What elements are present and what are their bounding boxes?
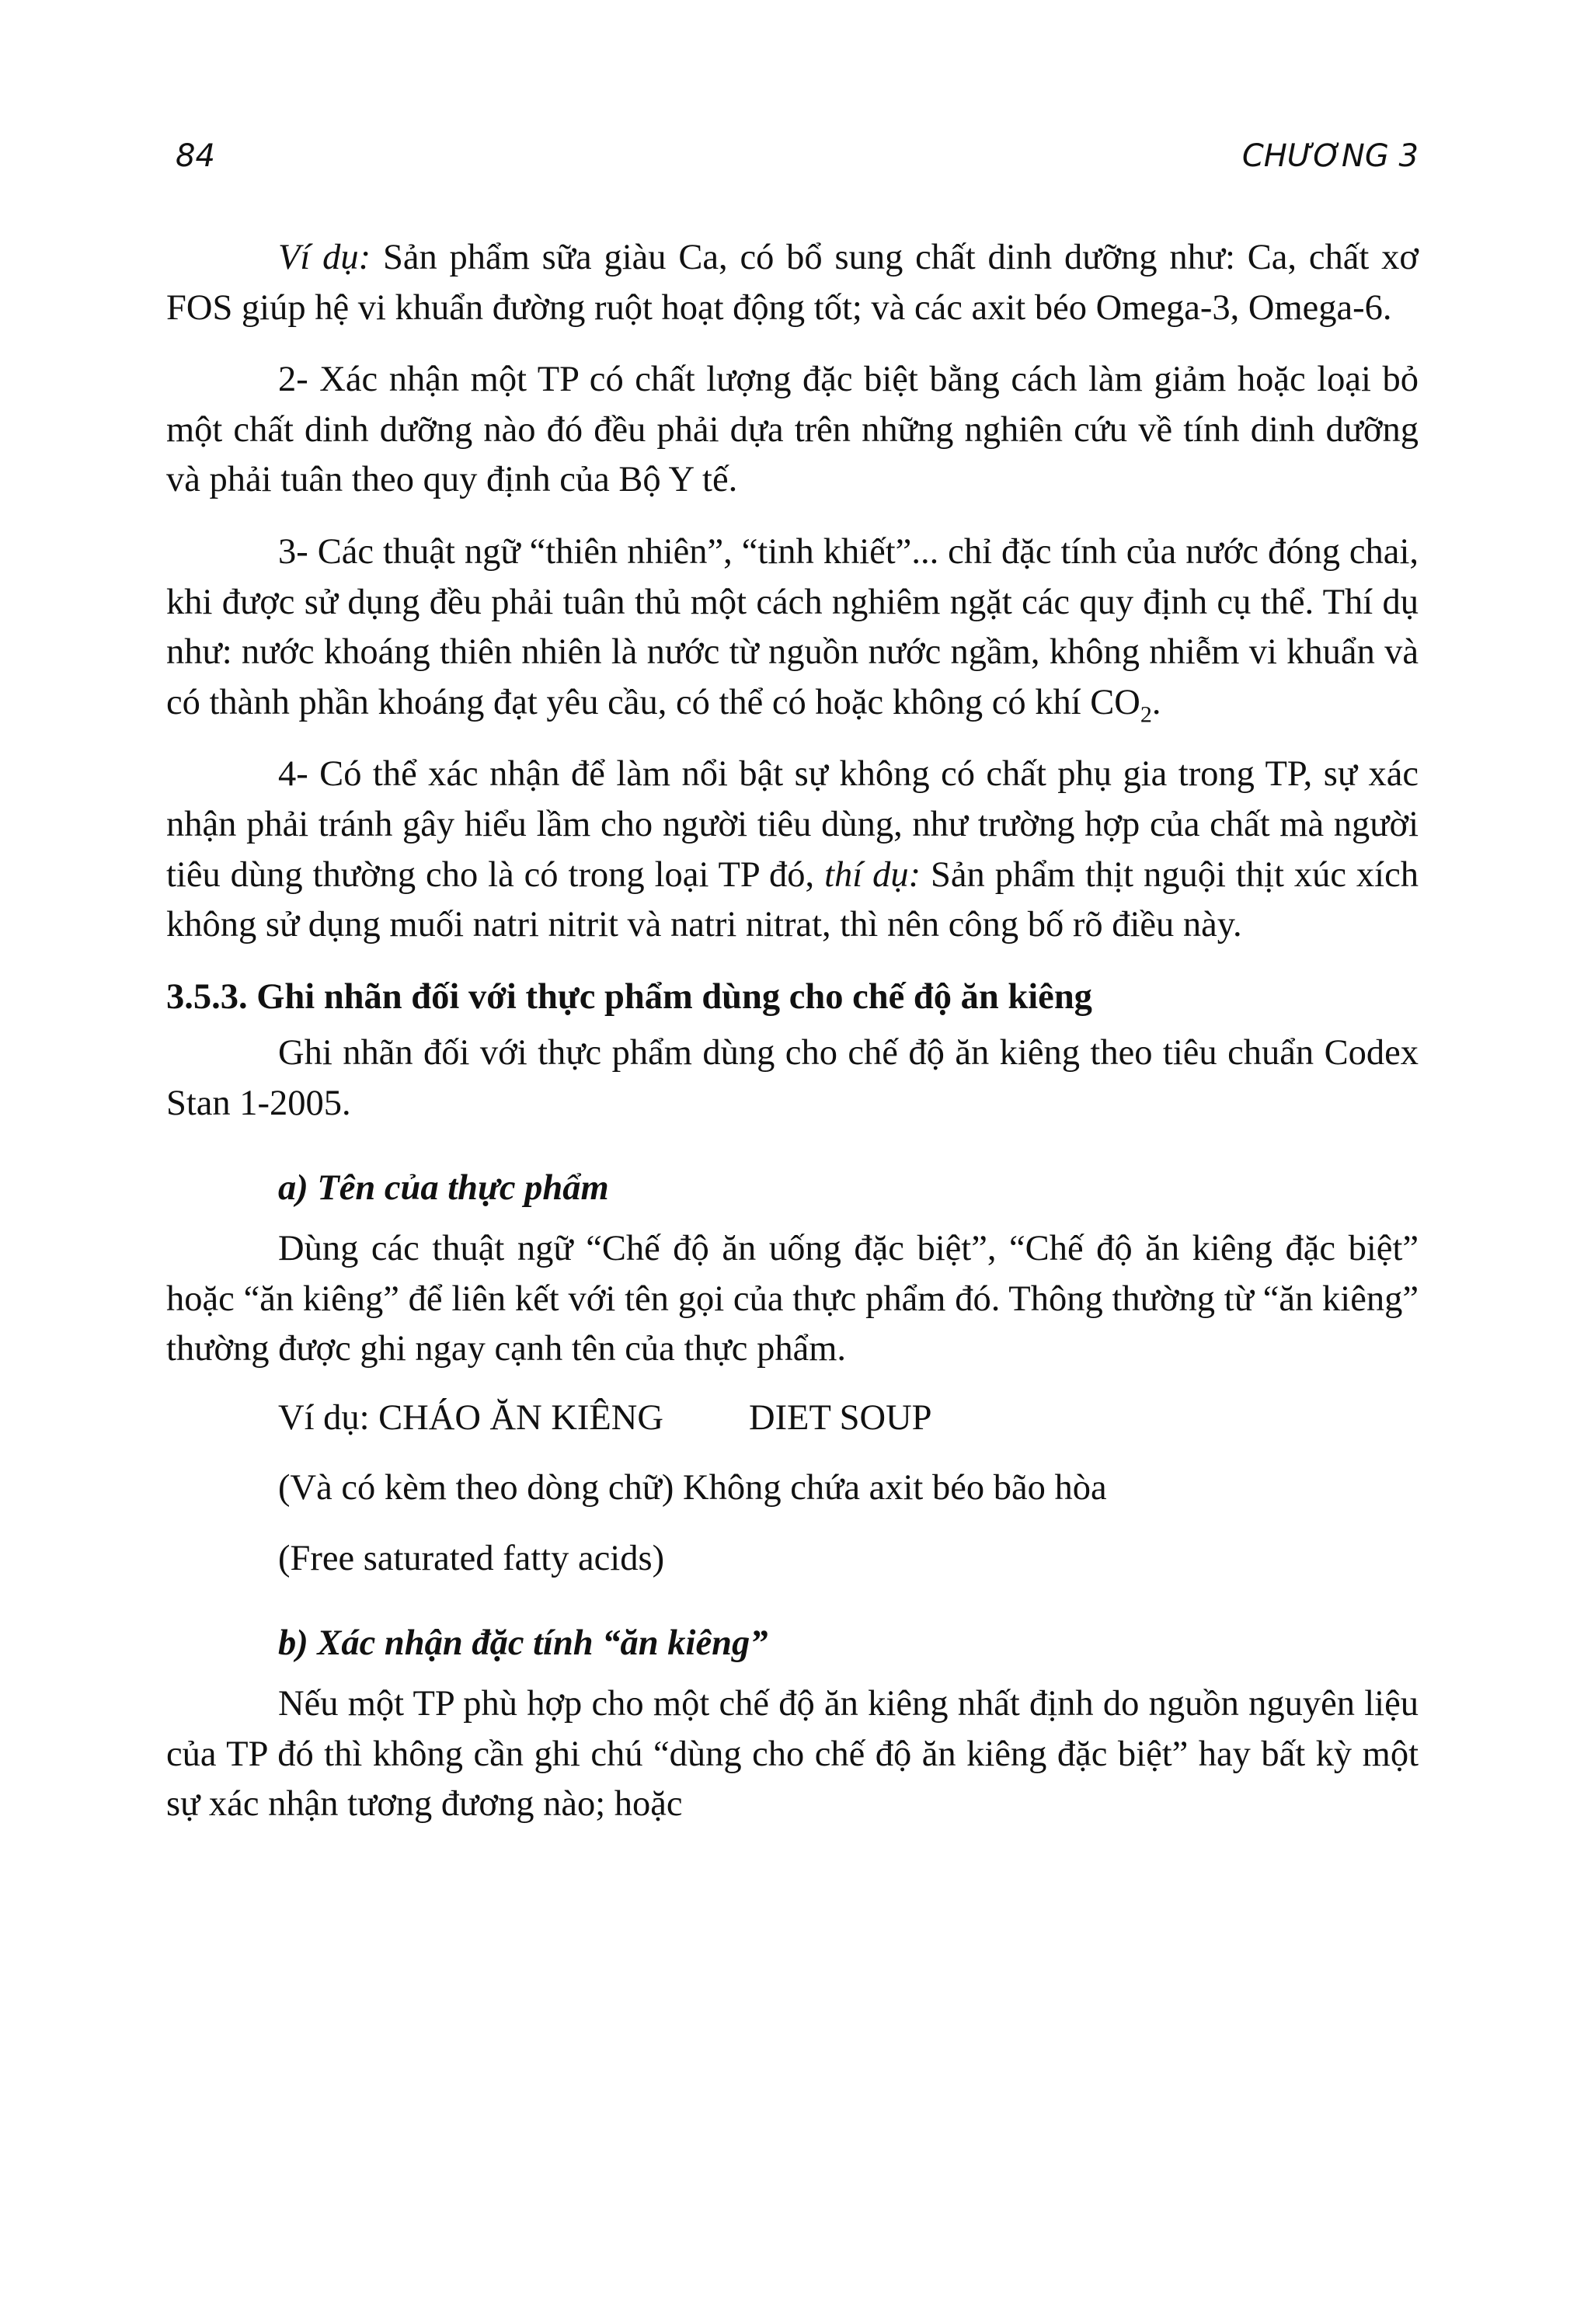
subsection-a-heading: a) Tên của thực phẩm xyxy=(278,1167,609,1208)
example-text: Sản phẩm sữa giàu Ca, có bổ sung chất dinh dưỡng như: Ca, chất xơ FOS giúp hệ vi khuẩn đường ruột hoạt động tốt; và các axit béo Omega-3, Omega-6. xyxy=(166,238,1419,328)
note-en: (Free saturated fatty acids) xyxy=(278,1539,665,1579)
paragraph-3 xyxy=(166,527,1419,728)
body-text xyxy=(166,233,1419,1830)
paragraph-4-end: Sản phẩm thịt nguội thịt xúc xích không sử dụng muối natri nitrit và natri nitrat, thì nên công bố rõ điều này. xyxy=(166,854,1419,945)
section-intro: Ghi nhãn đối với thực phẩm dùng cho chế độ ăn kiêng theo tiêu chuẩn Codex Stan 1-2005. xyxy=(166,1033,1419,1123)
page-number: 84 xyxy=(176,138,215,174)
chapter-title: CHƯƠNG 3 xyxy=(1241,138,1419,174)
subsection-b-heading: b) Xác nhận đặc tính “ăn kiêng” xyxy=(278,1623,768,1663)
paragraph-4-italic: thí dụ: xyxy=(824,854,921,895)
example-name-en: DIET SOUP xyxy=(748,1397,932,1438)
paragraph-3-end: . xyxy=(1151,682,1161,722)
paragraph-3-text: 3- Các thuật ngữ “thiên nhiên”, “tinh khiết”... chỉ đặc tính của nước đóng chai, khi được sử dụng đều phải tuân thủ một cách nghiêm ngặt các quy định cụ thể. Thí dụ như: nước khoáng thiên nhiên là nước từ nguồn nước ngầm, không nhiễm vi khuẩn và có thành phần khoáng đạt yêu cầu, có thể có hoặc không có khí CO xyxy=(166,531,1419,722)
paragraph-4 xyxy=(166,750,1419,950)
example-name-vi: Ví dụ: CHÁO ĂN KIÊNG xyxy=(278,1397,663,1438)
paragraph-example xyxy=(166,233,1419,333)
subsection-b-text: Nếu một TP phù hợp cho một chế độ ăn kiêng nhất định do nguồn nguyên liệu của TP đó thì không cần ghi chú “dùng cho chế độ ăn kiêng đặc biệt” hay bất kỳ một sự xác nhận tương đương nào; hoặc xyxy=(166,1684,1419,1825)
example-lead: Ví dụ: xyxy=(278,238,371,277)
subsection-a-text: Dùng các thuật ngữ “Chế độ ăn uống đặc biệt”, “Chế độ ăn kiêng đặc biệt” hoặc “ăn kiêng” để liên kết với tên gọi của thực phẩm đó. Thông thường từ “ăn kiêng” thường được ghi ngay cạnh tên của thực phẩm. xyxy=(166,1229,1419,1369)
paragraph-2: 2- Xác nhận một TP có chất lượng đặc biệt bằng cách làm giảm hoặc loại bỏ một chất dinh dưỡng nào đó đều phải dựa trên những nghiên cứu về tính dinh dưỡng và phải tuân theo quy định của Bộ Y tế. xyxy=(166,360,1419,500)
note-vi: (Và có kèm theo dòng chữ) Không chứa axit béo bão hòa xyxy=(278,1468,1107,1508)
running-head xyxy=(176,138,1419,185)
example-names xyxy=(166,1393,1419,1444)
co2-subscript: 2 xyxy=(1140,701,1152,728)
section-heading: 3.5.3. Ghi nhãn đối với thực phẩm dùng cho chế độ ăn kiêng xyxy=(166,976,1092,1017)
paragraph-4-text: 4- Có thể xác nhận để làm nổi bật sự không có chất phụ gia trong TP, sự xác nhận phải tránh gây hiểu lầm cho người tiêu dùng, như trường hợp của chất mà người tiêu dùng thường cho là có trong loại TP đó, xyxy=(166,754,1419,895)
